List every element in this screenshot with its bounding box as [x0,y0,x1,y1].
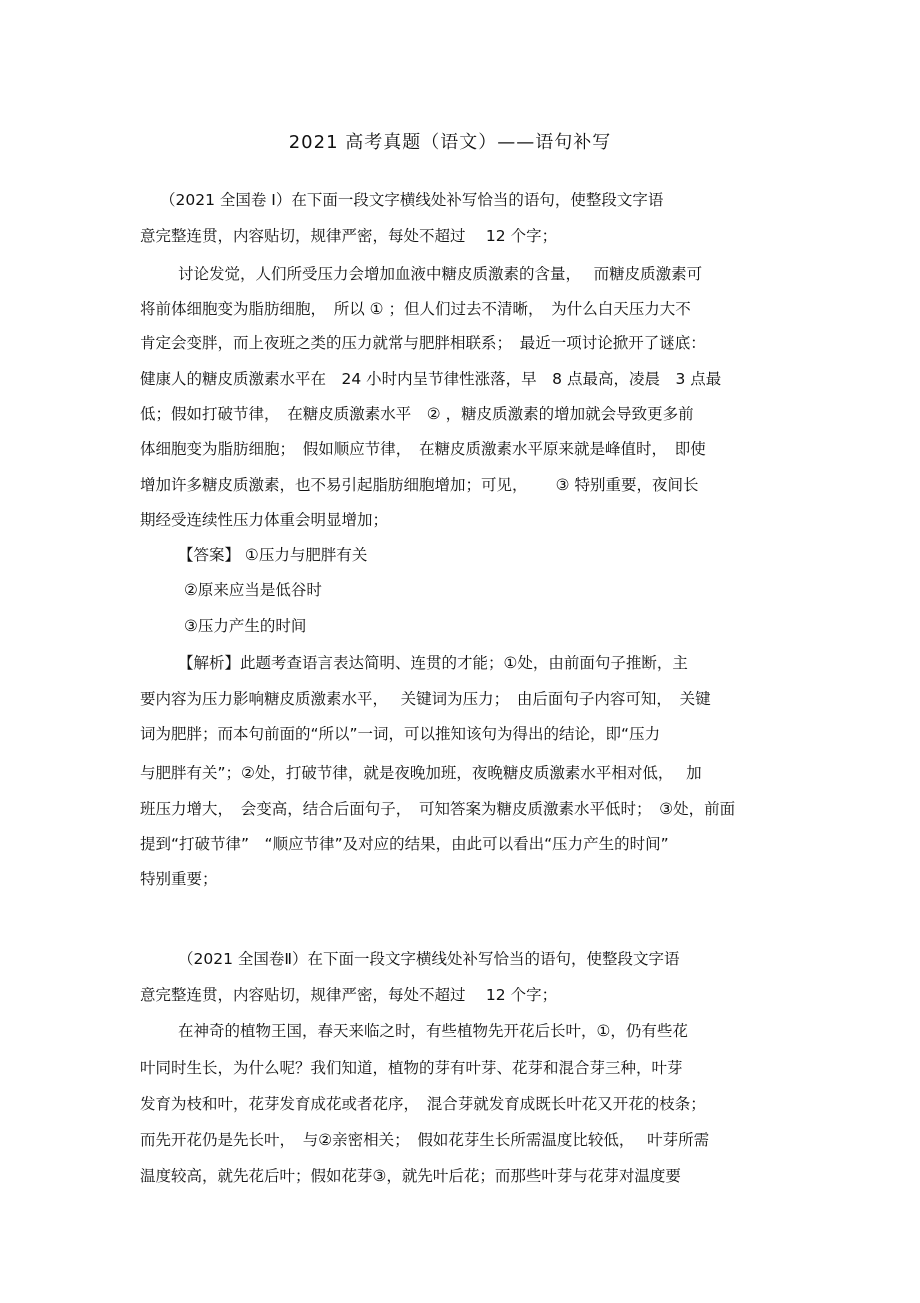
text-line: 意完整连贯，内容贴切，规律严密，每处不超过 12 个字； [140,986,558,1004]
text-line: 肯定会变胖，而上夜班之类的压力就常与肥胖相联系； 最近一项讨论掀开了谜底： [140,334,706,352]
text-line: （2021 全国卷 I）在下面一段文字横线处补写恰当的语句，使整段文字语 [160,191,664,209]
page-title: 2021 高考真题（语文）——语句补写 [288,132,612,153]
text-line: 低；假如打破节律， 在糖皮质激素水平 ② ，糖皮质激素的增加就会导致更多前 [140,405,694,423]
analysis-line: 要内容为压力影响糖皮质激素水平， 关键词为压力； 由后面句子内容可知， 关键 [140,690,711,708]
text-line: 体细胞变为脂肪细胞； 假如顺应节律， 在糖皮质激素水平原来就是峰值时， 即使 [140,440,706,458]
answer-item: ③压力产生的时间 [184,617,307,635]
text-line: 温度较高，就先花后叶；假如花芽③，就先叶后花；而那些叶芽与花芽对温度要 [140,1167,681,1185]
analysis-line: 【解析】此题考查语言表达简明、连贯的才能；①处，由前面句子推断，主 [178,654,688,672]
text-line: 讨论发觉，人们所受压力会增加血液中糖皮质激素的含量， 而糖皮质激素可 [178,265,703,283]
text-line: 期经受连续性压力体重会明显增加； [140,511,389,529]
text-line: 将前体细胞变为脂肪细胞， 所以 ① ；但人们过去不清晰， 为什么白天压力大不 [140,300,691,318]
analysis-line: 词为肥胖；而本句前面的“所以”一词，可以推知该句为得出的结论，即“压力 [140,725,661,743]
answer-label: 【答案】 ①压力与肥胖有关 [178,546,368,564]
text-line: 发育为枝和叶，花芽发育成花或者花序， 混合芽就发育成既长叶花又开花的枝条； [140,1095,706,1113]
analysis-line: 与肥胖有关”；②处，打破节律，就是夜晚加班，夜晚糖皮质激素水平相对低， 加 [140,764,702,782]
text-line: 意完整连贯，内容贴切，规律严密，每处不超过 12 个字； [140,227,558,245]
text-line: （2021 全国卷Ⅱ）在下面一段文字横线处补写恰当的语句，使整段文字语 [178,950,680,968]
analysis-line: 提到“打破节律” “顺应节律”及对应的结果，由此可以看出“压力产生的时间” [140,835,669,853]
text-line: 健康人的糖皮质激素水平在 24 小时内呈节律性涨落，早 8 点最高，凌晨 3 点最 [140,370,722,388]
text-line: 叶同时生长，为什么呢？我们知道，植物的芽有叶芽、花芽和混合芽三种，叶芽 [140,1059,683,1077]
text-line: 而先开花仍是先长叶， 与②亲密相关； 假如花芽生长所需温度比较低， 叶芽所需 [140,1131,710,1149]
text-line: 增加许多糖皮质激素，也不易引起脂肪细胞增加；可见， ③ 特别重要，夜间长 [140,476,699,494]
answer-item: ②原来应当是低谷时 [184,581,322,599]
analysis-line: 特别重要； [140,870,218,888]
text-line: 在神奇的植物王国，春天来临之时，有些植物先开花后长叶，①，仍有些花 [178,1022,688,1040]
analysis-line: 班压力增大， 会变高，结合后面句子， 可知答案为糖皮质激素水平低时； ③处，前面 [140,800,736,818]
